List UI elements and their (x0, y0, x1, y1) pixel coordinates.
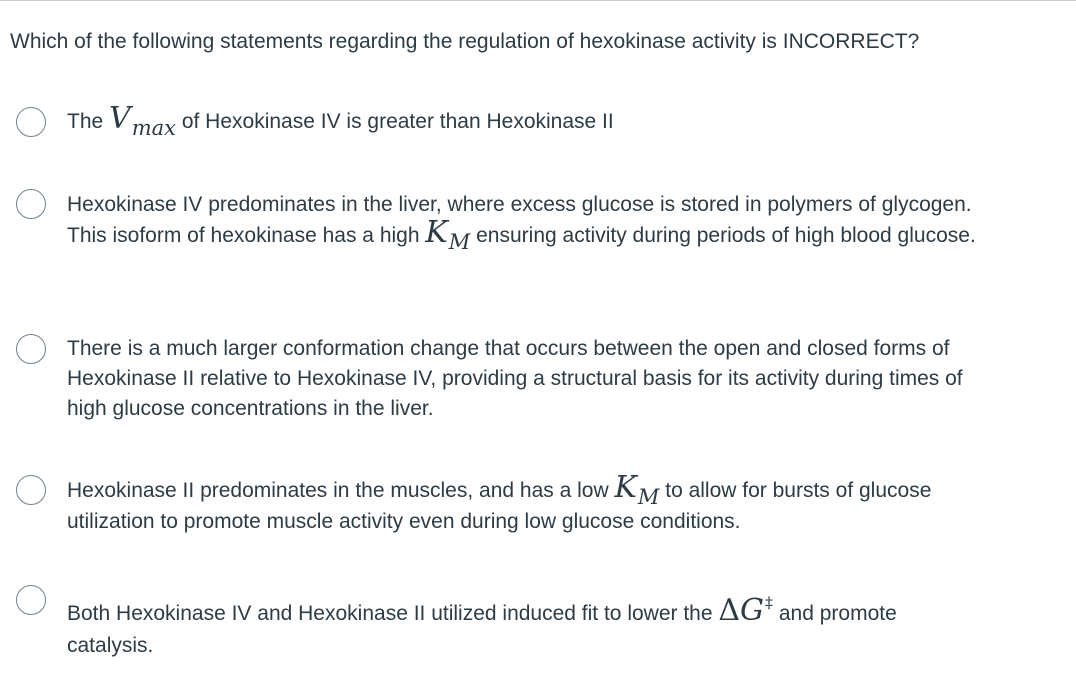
option-text: The Vmax of Hexokinase IV is greater than Hexokinase II (67, 101, 614, 140)
km-symbol: K (614, 470, 637, 505)
km-subscript: M (448, 230, 471, 254)
vmax-subscript: max (131, 116, 176, 140)
radio-button[interactable] (16, 475, 46, 505)
radio-button[interactable] (16, 189, 46, 219)
question-text: Which of the following statements regarding the regulation of hexokinase activity is INCORRECT? (10, 30, 920, 53)
option-text: Hexokinase II predominates in the muscles, and has a low KM to allow for bursts of glucose utilization to promote muscle activity even during low glucose conditions. (67, 470, 932, 533)
radio-button[interactable] (16, 585, 46, 615)
double-dagger-symbol: ‡ (765, 593, 774, 612)
km-symbol: K (425, 215, 448, 250)
option-text: Hexokinase IV predominates in the liver, where excess glucose is stored in polymers of glycogen. This isoform of hexokinase has a high KM ensuring activity during periods of high blood glucose. (67, 193, 976, 254)
top-divider (0, 0, 1076, 1)
km-subscript: M (637, 485, 660, 509)
radio-button[interactable] (16, 107, 46, 137)
vmax-symbol: V (109, 101, 131, 136)
gibbs-g-symbol: G (740, 593, 765, 628)
option-text: Both Hexokinase IV and Hexokinase II utilized induced fit to lower the ΔG‡ and promote catalysis. (67, 593, 897, 657)
option-text: There is a much larger conformation change that occurs between the open and closed forms of Hexokinase II relative to Hexokinase IV, providing a structural basis for its activity during times of high glucose concentrations in the liver. (67, 337, 963, 420)
radio-button[interactable] (16, 334, 46, 364)
delta-symbol: Δ (718, 593, 741, 628)
